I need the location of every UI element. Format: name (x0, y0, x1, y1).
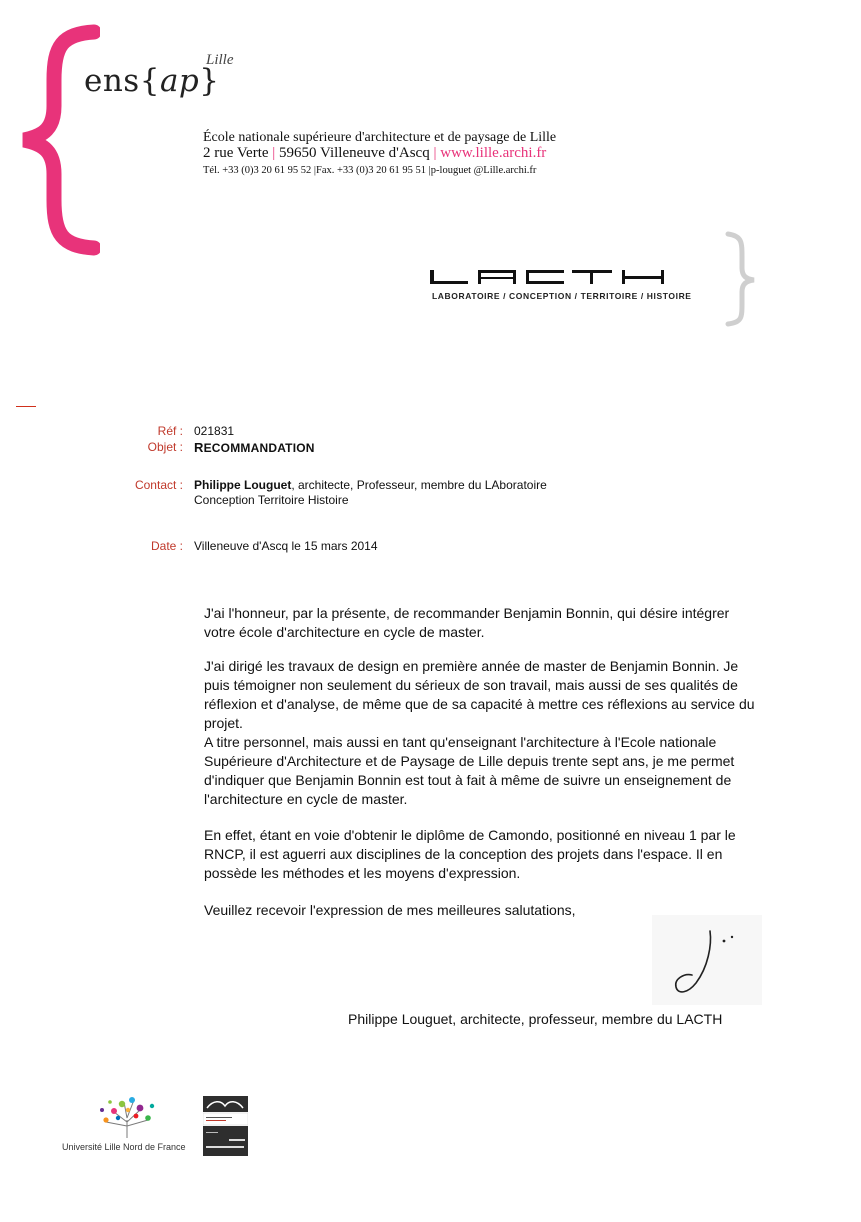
postcode-city: 59650 Villeneuve d'Ascq (279, 145, 430, 161)
closing-salutation: Veuillez recevoir l'expression de mes meilleures salutations, (204, 902, 576, 918)
date-label: Date : (150, 539, 183, 553)
objet-initial: R (194, 440, 204, 455)
street: 2 rue Verte (203, 145, 269, 161)
paragraph-2: J'ai dirigé les travaux de design en première année de master de Benjamin Bonnin. Je puis témoigner non seulement du sérieux de son travail, mais aussi de ses qualités de réflexion et d'analyse, de même que de sa capacité à mettre ces réflexions au service du projet. (204, 658, 755, 731)
paragraph-3: A titre personnel, mais aussi en tant qu'enseignant l'architecture à l'Ecole nationale Supérieure d'Architecture et de Paysage de Lille depuis trente sept ans, je me permet d'indiquer que Benjamin Bonnin est tout à fait à même de suivre un enseignement de l'architecture en cycle de master. (204, 734, 735, 807)
brand-city: Lille (206, 52, 234, 68)
separator: | (272, 145, 276, 161)
objet-label: Objet : (147, 440, 183, 454)
school-address (203, 145, 546, 162)
ref-label: Réf : (157, 424, 183, 438)
ministry-culture-logo (203, 1096, 248, 1156)
pink-brace-logo (10, 10, 100, 270)
lacth-name: LACTH (430, 268, 434, 269)
university-tree-logo (92, 1092, 162, 1140)
university-name: Université Lille Nord de France (62, 1142, 186, 1152)
brand-main: ens{ (84, 63, 160, 99)
grey-brace-logo (722, 228, 762, 328)
separator: | (433, 145, 437, 161)
signatory: Philippe Louguet, architecte, professeur, membre du LACTH (348, 1011, 723, 1027)
objet-rest: ECOMMANDATION (203, 441, 315, 455)
contact-label: Contact : (134, 478, 183, 492)
brand-close: } (199, 63, 220, 99)
contact-line2: Conception Territoire Histoire (194, 493, 349, 507)
date-value: Villeneuve d'Ascq le 15 mars 2014 (194, 539, 378, 553)
brand-logotype (84, 63, 220, 99)
contact-value (194, 478, 547, 492)
school-contact-line: Tél. +33 (0)3 20 61 95 52 |Fax. +33 (0)3 20 61 95 51 |p-louguet @Lille.archi.fr (203, 165, 537, 176)
ref-value: 021831 (194, 424, 235, 438)
paragraph-4: En effet, étant en voie d'obtenir le diplôme de Camondo, positionné en niveau 1 par le RNCP, il est aguerri aux disciplines de la conception des projets dans l'espace. Il en possède les méthodes et les moyens d'expression. (204, 827, 736, 881)
school-name: École nationale supérieure d'architecture et de paysage de Lille (203, 130, 557, 145)
objet-value (194, 440, 315, 455)
paragraph-1: J'ai l'honneur, par la présente, de recommander Benjamin Bonnin, qui désire intégrer votre école d'architecture en cycle de master. (204, 605, 730, 640)
lacth-subtitle: LABORATOIRE / CONCEPTION / TERRITOIRE / HISTOIRE (432, 291, 692, 301)
website-link[interactable]: www.lille.archi.fr (440, 145, 547, 161)
contact-role: , architecte, Professeur, membre du LAboratoire (291, 478, 547, 492)
brand-ap: ap (159, 63, 200, 99)
lacth-logo (430, 268, 666, 288)
handwritten-signature (652, 915, 762, 1005)
fold-mark (16, 406, 36, 407)
contact-name: Philippe Louguet (194, 478, 292, 492)
